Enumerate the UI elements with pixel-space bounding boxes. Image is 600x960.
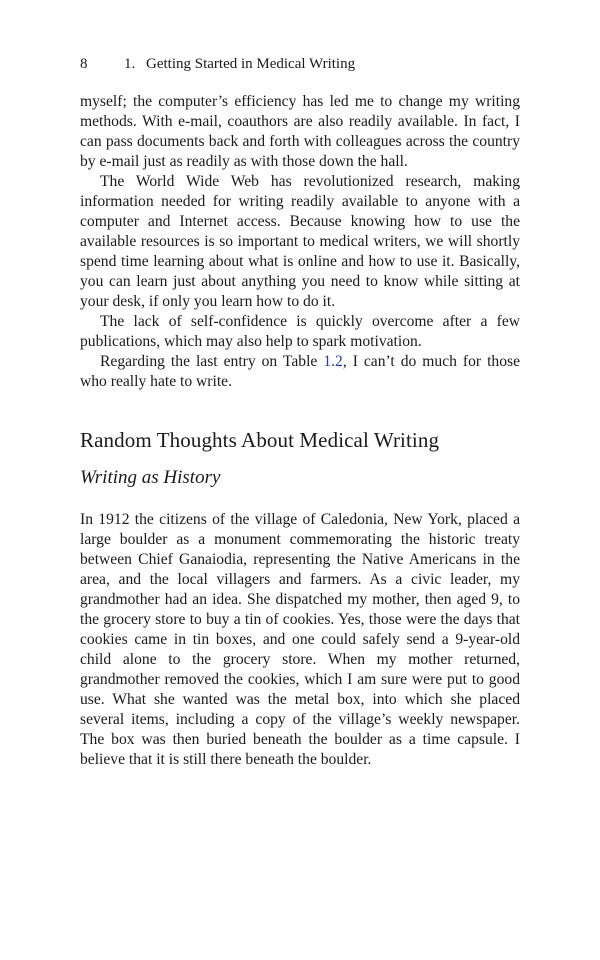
paragraph-self-confidence: The lack of self-confidence is quickly overcome after a few publications, which may also help to spark motivation.: [80, 313, 520, 350]
chapter-number: 1.: [124, 56, 136, 72]
book-page: [80, 54, 520, 770]
page-number: 8: [80, 56, 88, 72]
running-head: [80, 54, 520, 74]
subsection-heading: Writing as History: [80, 467, 221, 488]
paragraph-continued: myself; the computer’s efficiency has led me to change my writing methods. With e-mail, coauthors are also readily available. In fact, I can pass documents back and forth with colleagues across the country by e-mail just as readily as with those down the hall.: [80, 93, 520, 170]
table-paragraph-after: , I can’t do much for those who really hate to write.: [80, 353, 521, 390]
paragraph-caledonia: In 1912 the citizens of the village of Caledonia, New York, placed a large boulder as a monument commemorating the historic treaty between Chief Ganaiodia, representing the Native Americans in the area, and the local villagers and farmers. As a civic leader, my grandmother had an idea. She dispatched my mother, then aged 9, to the grocery store to buy a tin of cookies. Yes, those were the days that cookies came in tin boxes, and one could safely send a 9-year-old child alone to the grocery store. When my mother returned, grandmother removed the cookies, which I am sure were put to good use. What she wanted was the metal box, into which she placed several items, including a copy of the village’s weekly newspaper. The box was then buried beneath the boulder as a time capsule. I believe that it is still there beneath the boulder.: [80, 511, 520, 768]
paragraph-table-reference: [80, 352, 520, 392]
table-link[interactable]: 1.2: [323, 353, 343, 370]
table-paragraph-before: Regarding the last entry on Table: [100, 353, 324, 370]
section-heading: Random Thoughts About Medical Writing: [80, 428, 440, 452]
chapter-title: Getting Started in Medical Writing: [146, 56, 356, 72]
paragraph-world-wide-web: The World Wide Web has revolutionized research, making information needed for writing readily available to anyone with a computer and Internet access. Because knowing how to use the available resources is so important to medical writers, we will shortly spend time learning about what is online and how to use it. Basically, you can learn just about anything you need to know while sitting at your desk, if only you learn how to do it.: [80, 173, 520, 310]
